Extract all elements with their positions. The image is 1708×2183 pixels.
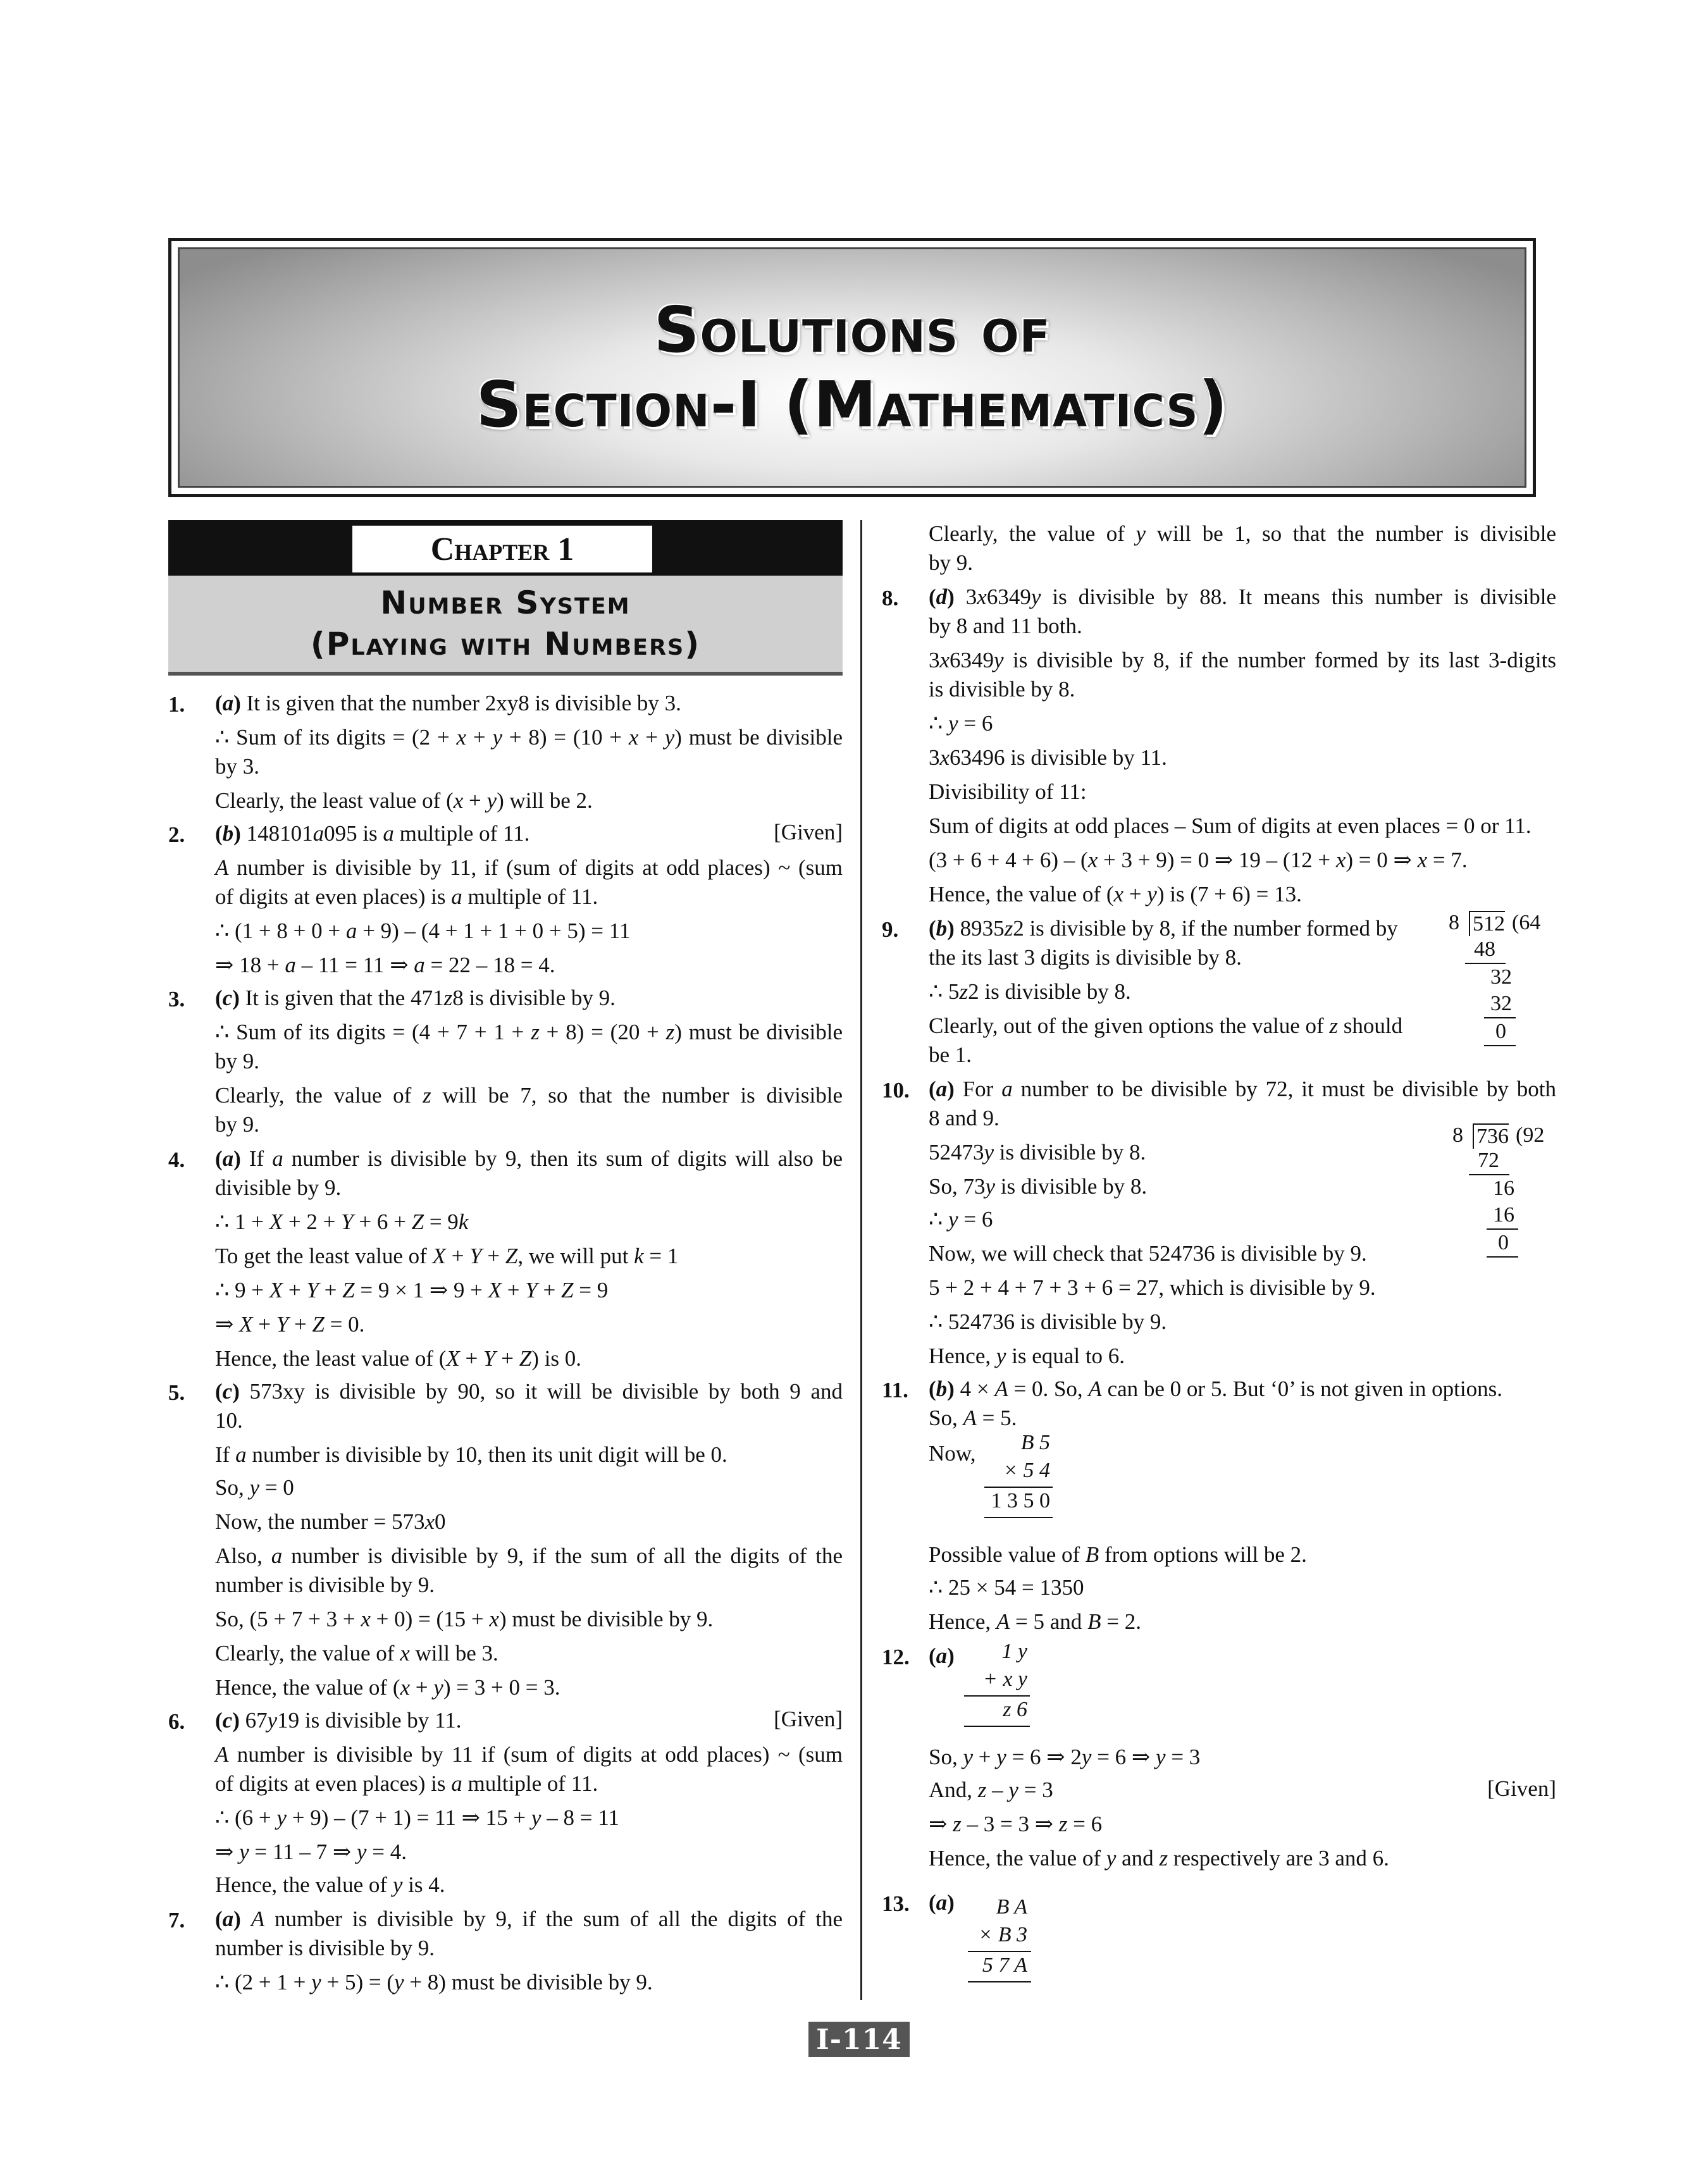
- question-number: 8.: [882, 586, 899, 610]
- div10-quotient: (92: [1516, 1123, 1545, 1147]
- question-number: 7.: [168, 1908, 185, 1933]
- text-line: Clearly, the value of x will be 3.: [215, 1641, 498, 1666]
- question-number: 11.: [882, 1378, 908, 1402]
- div10-rule1: [1469, 1174, 1509, 1175]
- text-line: ⇒ X + Y + Z = 0.: [215, 1312, 365, 1337]
- text-line: Divisibility of 11:: [929, 779, 1087, 804]
- text-line: (b) 148101a095 is a multiple of 11.: [215, 821, 530, 846]
- text-line: So, y + y = 6 ⇒ 2y = 6 ⇒ y = 3: [929, 1745, 1201, 1769]
- question-number: 13.: [882, 1891, 910, 1916]
- text-line: So, 73y is divisible by 8.: [929, 1174, 1148, 1199]
- text-line: Now, we will check that 524736 is divisible by 9.: [929, 1241, 1367, 1266]
- page-number: I-114: [808, 2022, 910, 2057]
- text-line: Now,: [929, 1441, 976, 1466]
- text-line: Hence, A = 5 and B = 2.: [929, 1609, 1141, 1634]
- text-line: Hence, the value of y is 4.: [215, 1872, 445, 1897]
- text-line: ∴ Sum of its digits = (4 + 7 + 1 + z + 8) = (20 + z) must be divisible: [215, 1020, 843, 1044]
- question-number: 3.: [168, 987, 185, 1011]
- text-line: So, (5 + 7 + 3 + x + 0) = (15 + x) must be divisible by 9.: [215, 1607, 714, 1631]
- text-line: ∴ (2 + 1 + y + 5) = (y + 8) must be divisible by 9.: [215, 1970, 653, 1994]
- text-line: 3x63496 is divisible by 11.: [929, 745, 1167, 770]
- text-line: (b) 8935z2 is divisible by 8, if the number formed by: [929, 916, 1398, 941]
- div10-rule3: [1487, 1256, 1518, 1258]
- text-line: Clearly, the value of z will be 7, so that the number is divisible: [215, 1083, 843, 1108]
- given-tag: [Given]: [774, 820, 843, 844]
- chapter-label: Chapter 1: [350, 524, 654, 574]
- text-line: ⇒ z – 3 = 3 ⇒ z = 6: [929, 1812, 1103, 1836]
- text-line: Now, the number = 573x0: [215, 1509, 446, 1534]
- div9-rule2: [1484, 1017, 1516, 1018]
- text-line: Hence, the value of (x + y) = 3 + 0 = 3.: [215, 1675, 560, 1700]
- mult11-line1: B 5: [1020, 1431, 1050, 1454]
- banner-title-line1: Solutions of: [653, 293, 1051, 367]
- mult13-line2: × B 3: [978, 1923, 1027, 1946]
- text-line: ∴ 524736 is divisible by 9.: [929, 1309, 1167, 1334]
- text-line: (c) It is given that the 471z8 is divisible by 9.: [215, 986, 616, 1010]
- text-line: If a number is divisible by 10, then its unit digit will be 0.: [215, 1442, 727, 1467]
- add12-line2: + x y: [982, 1667, 1027, 1691]
- div10-step1: 72: [1478, 1149, 1499, 1172]
- mult11-line3: 1 3 5 0: [991, 1489, 1050, 1512]
- add12-line1: 1 y: [1001, 1640, 1027, 1663]
- add12-rule: [964, 1695, 1030, 1697]
- text-line: of digits at even places) is a multiple of 11.: [215, 884, 598, 909]
- chapter-title-line1: Number System: [380, 584, 631, 621]
- div10-dividend: 736: [1473, 1123, 1509, 1149]
- text-line: Hence, the value of (x + y) is (7 + 6) = 13.: [929, 882, 1302, 906]
- text-line: To get the least value of X + Y + Z, we will put k = 1: [215, 1244, 679, 1268]
- question-number: 1.: [168, 692, 185, 717]
- text-line: Hence, y is equal to 6.: [929, 1344, 1125, 1368]
- given-tag: [Given]: [774, 1707, 843, 1731]
- text-line: So, A = 5.: [929, 1406, 1017, 1430]
- text-line: 52473y is divisible by 8.: [929, 1140, 1146, 1165]
- text-line: is divisible by 8.: [929, 677, 1075, 702]
- div9-dividend: 512: [1469, 911, 1505, 936]
- text-line: by 9.: [215, 1049, 259, 1073]
- text-line: (a): [929, 1890, 955, 1915]
- text-line: (b) 4 × A = 0. So, A can be 0 or 5. But ‘0’ is not given in options.: [929, 1376, 1502, 1401]
- div10-rem1: 16: [1493, 1177, 1514, 1200]
- question-number: 2.: [168, 822, 185, 847]
- text-line: (a) A number is divisible by 9, if the sum of all the digits of the: [215, 1907, 843, 1931]
- mult13-line1: B A: [996, 1895, 1027, 1919]
- question-number: 6.: [168, 1709, 185, 1734]
- div10-step2: 16: [1493, 1203, 1514, 1227]
- text-line: divisible by 9.: [215, 1175, 342, 1200]
- text-line: Sum of digits at odd places – Sum of digits at even places = 0 or 11.: [929, 813, 1532, 838]
- banner-title-line2: Section-I (Mathematics): [476, 368, 1228, 442]
- div9-rule3: [1484, 1045, 1516, 1046]
- text-line: So, y = 0: [215, 1475, 294, 1500]
- text-line: be 1.: [929, 1042, 972, 1067]
- text-line: of digits at even places) is a multiple of 11.: [215, 1771, 598, 1796]
- text-line: (3 + 6 + 4 + 6) – (x + 3 + 9) = 0 ⇒ 19 – (12 + x) = 0 ⇒ x = 7.: [929, 848, 1468, 872]
- text-line: And, z – y = 3: [929, 1778, 1053, 1802]
- text-line: ⇒ 18 + a – 11 = 11 ⇒ a = 22 – 18 = 4.: [215, 953, 555, 977]
- text-line: ∴ (1 + 8 + 0 + a + 9) – (4 + 1 + 1 + 0 + 5) = 11: [215, 918, 631, 943]
- text-line: 5 + 2 + 4 + 7 + 3 + 6 = 27, which is divisible by 9.: [929, 1275, 1376, 1300]
- add12-line3: z 6: [1003, 1698, 1027, 1721]
- text-line: by 9.: [929, 550, 973, 575]
- given-tag: [Given]: [1487, 1776, 1556, 1801]
- text-line: Also, a number is divisible by 9, if the sum of all the digits of the: [215, 1543, 843, 1568]
- mult13-rule2: [968, 1981, 1031, 1982]
- div9-step1: 48: [1474, 937, 1495, 961]
- question-number: 12.: [882, 1645, 910, 1669]
- text-line: ∴ 5z2 is divisible by 8.: [929, 979, 1131, 1004]
- text-line: A number is divisible by 11, if (sum of digits at odd places) ~ (sum: [215, 855, 843, 880]
- div9-rule1: [1465, 963, 1506, 964]
- question-number: 4.: [168, 1147, 185, 1172]
- text-line: ∴ 25 × 54 = 1350: [929, 1575, 1084, 1600]
- text-line: Clearly, out of the given options the value of z should: [929, 1013, 1403, 1038]
- div10-rule2: [1487, 1228, 1518, 1230]
- text-line: ∴ y = 6: [929, 1207, 993, 1232]
- div10-rem2: 0: [1498, 1231, 1509, 1254]
- text-line: (c) 573xy is divisible by 90, so it will be divisible by both 9 and: [215, 1379, 843, 1404]
- section-banner: [168, 238, 1536, 497]
- text-line: Clearly, the value of y will be 1, so that the number is divisible: [929, 521, 1557, 546]
- text-line: ⇒ y = 11 – 7 ⇒ y = 4.: [215, 1840, 407, 1864]
- question-number: 10.: [882, 1078, 910, 1103]
- div9-divisor: 8: [1449, 911, 1459, 934]
- div9-step2: 32: [1490, 992, 1512, 1015]
- text-line: Clearly, the least value of (x + y) will be 2.: [215, 788, 593, 813]
- text-line: (a) If a number is divisible by 9, then its sum of digits will also be: [215, 1146, 843, 1171]
- mult13-rule: [968, 1951, 1031, 1952]
- text-line: ∴ 9 + X + Y + Z = 9 × 1 ⇒ 9 + X + Y + Z = 9: [215, 1278, 609, 1302]
- text-line: (d) 3x6349y is divisible by 88. It means this number is divisible: [929, 584, 1556, 609]
- mult11-line2: × 5 4: [1003, 1459, 1050, 1482]
- text-line: number is divisible by 9.: [215, 1936, 435, 1960]
- text-line: Possible value of B from options will be 2.: [929, 1542, 1307, 1567]
- text-line: Hence, the least value of (X + Y + Z) is 0.: [215, 1346, 581, 1371]
- text-line: (a) It is given that the number 2xy8 is divisible by 3.: [215, 691, 681, 715]
- chapter-title-line2: (Playing with Numbers): [310, 626, 701, 662]
- text-line: ∴ (6 + y + 9) – (7 + 1) = 11 ⇒ 15 + y – 8 = 11: [215, 1805, 619, 1830]
- text-line: ∴ Sum of its digits = (2 + x + y + 8) = (10 + x + y) must be divisible: [215, 725, 843, 750]
- text-line: number is divisible by 9.: [215, 1573, 435, 1597]
- text-line: 3x6349y is divisible by 8, if the number formed by its last 3-digits: [929, 648, 1556, 672]
- mult11-rule: [984, 1487, 1053, 1488]
- text-line: (a): [929, 1643, 955, 1668]
- div10-divisor: 8: [1452, 1123, 1463, 1147]
- text-line: by 3.: [215, 754, 259, 779]
- text-line: 8 and 9.: [929, 1106, 999, 1130]
- add12-rule2: [964, 1726, 1030, 1727]
- div9-rem1: 32: [1490, 965, 1512, 989]
- div9-quotient: (64: [1512, 911, 1541, 934]
- chapter-title: [168, 576, 843, 676]
- text-line: ∴ 1 + X + 2 + Y + 6 + Z = 9k: [215, 1209, 469, 1234]
- text-line: the its last 3 digits is divisible by 8.: [929, 945, 1242, 970]
- text-line: (c) 67y19 is divisible by 11.: [215, 1708, 462, 1733]
- question-number: 5.: [168, 1380, 185, 1405]
- text-line: by 9.: [215, 1112, 259, 1137]
- text-line: (a) For a number to be divisible by 72, it must be divisible by both: [929, 1077, 1556, 1101]
- text-line: 10.: [215, 1408, 243, 1433]
- text-line: by 8 and 11 both.: [929, 614, 1082, 638]
- div9-rem2: 0: [1495, 1020, 1506, 1043]
- column-divider: [860, 520, 862, 2000]
- mult11-rule2: [984, 1517, 1053, 1518]
- text-line: A number is divisible by 11 if (sum of digits at odd places) ~ (sum: [215, 1742, 843, 1767]
- question-number: 9.: [882, 917, 899, 942]
- text-line: ∴ y = 6: [929, 711, 993, 736]
- mult13-line3: 5 7 A: [982, 1953, 1027, 1977]
- text-line: Hence, the value of y and z respectively are 3 and 6.: [929, 1846, 1389, 1871]
